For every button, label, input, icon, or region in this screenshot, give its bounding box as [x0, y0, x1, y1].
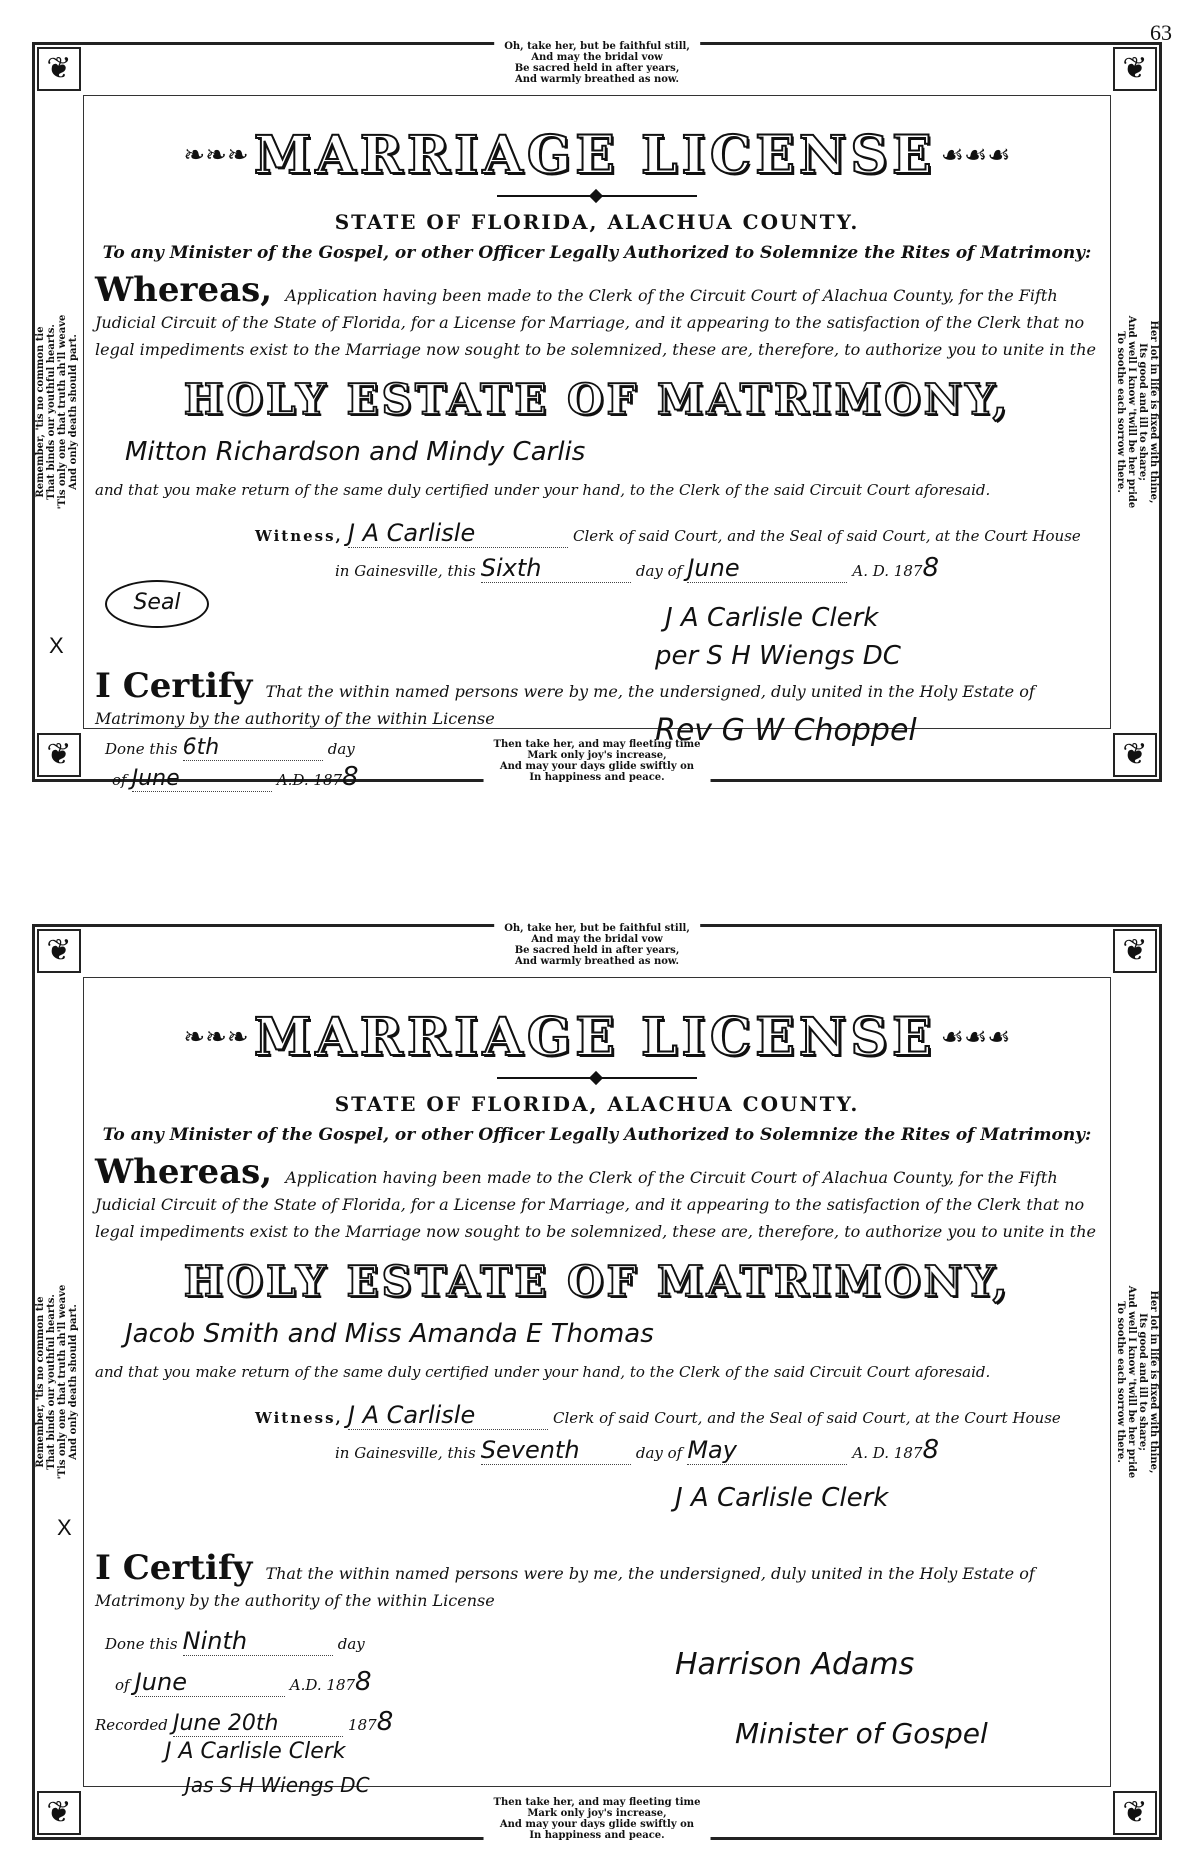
corner-ornament-icon: ❦ [37, 1791, 81, 1835]
poem-top: Oh, take her, but be faithful still, And may the bridal vow Be sacred held in after years, And warmly breathed as now. [494, 41, 700, 85]
day-word: Sixth [481, 554, 631, 583]
done-row: Done this Ninth day [105, 1627, 365, 1655]
divider [497, 1077, 697, 1079]
clerk-signature: J A Carlisle [348, 519, 568, 548]
marriage-license-1 [32, 42, 1162, 782]
return-text: and that you make return of the same duly certified under your hand, to the Clerk of the said Circuit Court aforesaid. [95, 481, 991, 499]
address-line: To any Minister of the Gospel, or other Officer Legally Authorized to Solemnize the Rites of Matrimony: [102, 243, 1092, 263]
address-line: To any Minister of the Gospel, or other Officer Legally Authorized to Solemnize the Rites of Matrimony: [102, 1125, 1092, 1145]
clerk-signature-block: J A Carlisle Clerk [675, 1483, 889, 1513]
done-row: Done this 6th day [105, 735, 355, 760]
whereas-lead: Whereas, [95, 270, 273, 310]
whereas-text: Application having been made to the Clerk of the Circuit Court of Alachua County, for the Fifth Judicial Circuit of the State of Florida, for a License for Marriage, and it appearing to the satisfaction of the Clerk that no legal impediments exist to the Marriage now sought to be solemnized, these are, therefore, to authorize you to unite in the [95, 1168, 1096, 1241]
month: June [687, 554, 847, 583]
recorded-row: Recorded June 20th 1878 [95, 1707, 394, 1737]
witness-row: Witness, J A Carlisle Clerk of said Court, and the Seal of said Court, at the Court House [255, 1401, 1061, 1429]
deputy-signature: per S H Wiengs DC [655, 641, 901, 671]
recorded-clerk-signature: J A Carlisle Clerk [165, 1739, 346, 1764]
holy-estate-heading: HOLY ESTATE OF MATRIMONY, [183, 375, 1011, 424]
whereas-paragraph [95, 270, 1099, 363]
date-row: in Gainesville, this Seventh day of May A. D. 1878 [335, 1435, 939, 1465]
date-row: in Gainesville, this Sixth day of June A. D. 1878 [335, 553, 939, 583]
witness-row: Witness, J A Carlisle Clerk of said Court, and the Seal of said Court, at the Court House [255, 519, 1081, 547]
holy-estate-heading: HOLY ESTATE OF MATRIMONY, [183, 1257, 1011, 1306]
officiant-signature: Harrison Adams [675, 1647, 915, 1682]
couple-names: Mitton Richardson and Mindy Carlis [125, 437, 586, 467]
corner-ornament-icon: ❦ [1113, 733, 1157, 777]
side-verse-right: Her lot in life is fixed with thine, Its good and ill to share; And well I know 'twill be her pride To soothe each sorrow there. [1115, 315, 1159, 509]
flourish-right-icon: ☙☙☙ [940, 1022, 1011, 1053]
flourish-left-icon: ❧❧❧ [183, 1022, 249, 1053]
corner-ornament-icon: ❦ [37, 47, 81, 91]
divider [497, 195, 697, 197]
certify-paragraph: I Certify That the within named persons were by me, the undersigned, duly united in the Holy Estate of Matrimony by the authority of the within License [95, 1548, 1035, 1610]
side-verse-left: Remember, 'tis no common tie That binds our youthful hearts. 'Tis only one that truth ah'll weave And only death should part. [35, 1284, 79, 1480]
clerk-signature-block: J A Carlisle Clerk [665, 603, 879, 633]
corner-ornament-icon: ❦ [1113, 47, 1157, 91]
corner-ornament-icon: ❦ [1113, 1791, 1157, 1835]
side-verse-right: Her lot in life is fixed with thine, Its good and ill to share; And well I know 'twill be her pride To soothe each sorrow there. [1115, 1285, 1159, 1479]
clerk-signature: J A Carlisle [348, 1401, 548, 1430]
license-1-of-row: of June A.D. 1878 [112, 762, 359, 792]
corner-ornament-icon: ❦ [37, 929, 81, 973]
seal-mark: Seal [105, 580, 209, 628]
officiant-title: Minister of Gospel [735, 1717, 988, 1750]
marriage-license-2 [32, 924, 1162, 1840]
poem-bottom: Then take her, and may fleeting time Mark only joy's increase, And may your days glide swiftly on In happiness and peace. [484, 739, 711, 783]
margin-mark: X [49, 633, 64, 658]
poem-bottom: Then take her, and may fleeting time Mark only joy's increase, And may your days glide swiftly on In happiness and peace. [484, 1797, 711, 1841]
couple-names: Jacob Smith and Miss Amanda E Thomas [125, 1319, 654, 1349]
poem-top: Oh, take her, but be faithful still, And may the bridal vow Be sacred held in after years, And warmly breathed as now. [494, 923, 700, 967]
corner-ornament-icon: ❦ [37, 733, 81, 777]
officiant-signature: Rev G W Choppel [655, 713, 917, 748]
flourish-left-icon: ❧❧❧ [183, 140, 249, 171]
of-row: of June A.D. 1878 [115, 1667, 372, 1697]
whereas-lead: Whereas, [95, 1152, 273, 1192]
state-heading: STATE OF FLORIDA, ALACHUA COUNTY. [334, 210, 860, 234]
return-text: and that you make return of the same duly certified under your hand, to the Clerk of the said Circuit Court aforesaid. [95, 1363, 991, 1381]
flourish-right-icon: ☙☙☙ [940, 140, 1011, 171]
day-word: Seventh [481, 1436, 631, 1465]
recorded-deputy-signature: Jas S H Wiengs DC [185, 1773, 370, 1797]
side-verse-left: Remember, 'tis no common tie That binds our youthful hearts. 'Tis only one that truth ah'll weave And only death should part. [35, 314, 79, 510]
page-number: 63 [1150, 20, 1172, 45]
whereas-paragraph [95, 1152, 1099, 1245]
state-heading: STATE OF FLORIDA, ALACHUA COUNTY. [334, 1092, 860, 1116]
license-title: ❧❧❧ MARRIAGE LICENSE ☙☙☙ [183, 125, 1011, 186]
certify-paragraph: I Certify That the within named persons were by me, the undersigned, duly united in the Holy Estate of Matrimony by the authority of the within License [95, 666, 1035, 728]
corner-ornament-icon: ❦ [1113, 929, 1157, 973]
whereas-text: Application having been made to the Clerk of the Circuit Court of Alachua County, for the Fifth Judicial Circuit of the State of Florida, for a License for Marriage, and it appearing to the satisfaction of the Clerk that no legal impediments exist to the Marriage now sought to be solemnized, these are, therefore, to authorize you to unite in the [95, 286, 1096, 359]
license-title: ❧❧❧ MARRIAGE LICENSE ☙☙☙ [183, 1007, 1011, 1068]
month: May [687, 1436, 847, 1465]
margin-mark: X [57, 1515, 72, 1540]
